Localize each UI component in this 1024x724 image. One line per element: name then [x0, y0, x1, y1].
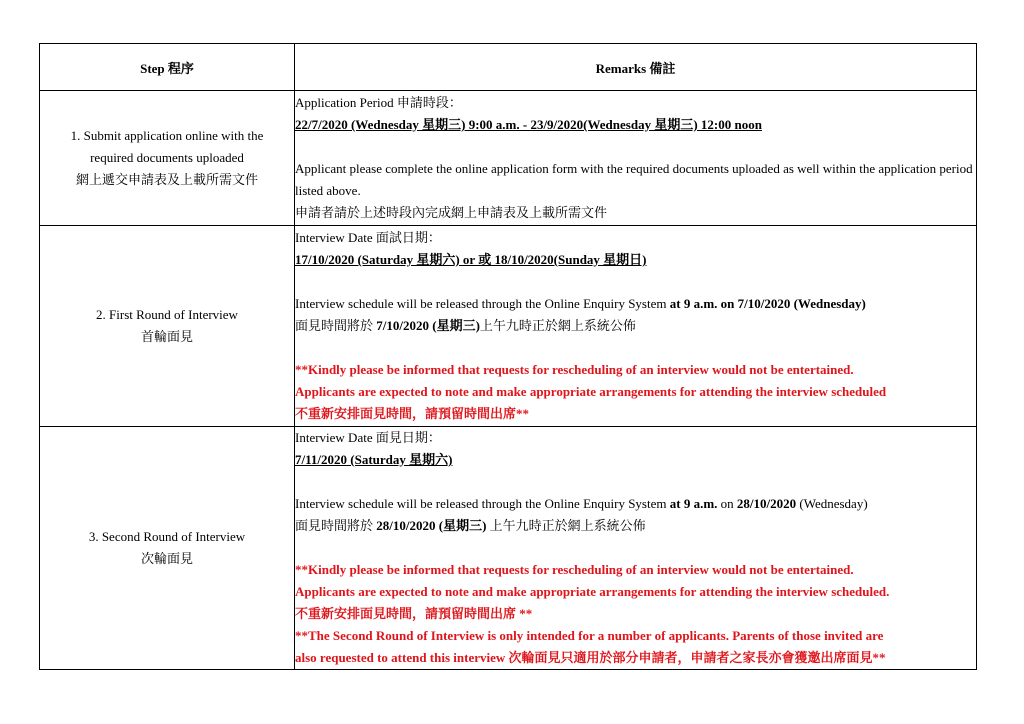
period-value: 22/7/2020 (Wednesday 星期三) 9:00 a.m. - 23/9/2020(Wednesday 星期三) 12:00 noon: [295, 117, 762, 132]
note-en: Applicant please complete the online application form with the required documents uploaded as well within the application period listed above.: [295, 161, 973, 198]
header-step: Step 程序: [40, 44, 295, 91]
step-text: 1. Submit application online with the: [70, 128, 264, 143]
note-zh: 申請者請於上述時段內完成網上申請表及上載所需文件: [295, 205, 608, 220]
schedule-zh: 面見時間將於 28/10/2020 (星期三) 上午九時正於網上系統公佈: [295, 518, 646, 533]
warning-line: **The Second Round of Interview is only intended for a number of applicants. Parents of those invited are: [295, 628, 884, 643]
warning-line: Applicants are expected to note and make appropriate arrangements for attending the interview scheduled: [295, 384, 887, 399]
warning-line: Applicants are expected to note and make appropriate arrangements for attending the interview scheduled.: [295, 584, 890, 599]
step-cell: [40, 226, 295, 427]
date-label: Interview Date 面試日期：: [295, 230, 441, 245]
remarks-cell: [295, 427, 977, 670]
step-cell: [40, 91, 295, 226]
table-row: [40, 226, 977, 427]
remarks-cell: [295, 91, 977, 226]
schedule-zh: 面見時間將於 7/10/2020 (星期三)上午九時正於網上系統公佈: [295, 318, 636, 333]
remarks-cell: [295, 226, 977, 427]
step-text: 網上遞交申請表及上載所需文件: [75, 172, 258, 187]
step-cell: [40, 427, 295, 670]
date-label: Interview Date 面見日期：: [295, 430, 441, 445]
table-row: [40, 91, 977, 226]
step-text: 首輪面見: [140, 329, 193, 344]
warning-line: also requested to attend this interview 次輪面見只適用於部分申請者，申請者之家長亦會獲邀出席面見**: [295, 650, 886, 665]
warning-line: 不重新安排面見時間，請預留時間出席 **: [295, 606, 533, 621]
step-text: 次輪面見: [140, 551, 193, 566]
warning-line: 不重新安排面見時間，請預留時間出席**: [295, 406, 530, 421]
schedule-en: Interview schedule will be released through the Online Enquiry System at 9 a.m. on 7/10/2020 (Wednesday): [295, 296, 866, 311]
procedure-table: [39, 43, 977, 670]
step-text: 2. First Round of Interview: [96, 307, 238, 322]
header-remarks: Remarks 備註: [295, 44, 977, 91]
date-value: 7/11/2020 (Saturday 星期六): [295, 452, 453, 467]
schedule-en: Interview schedule will be released through the Online Enquiry System at 9 a.m. on 28/10/2020 (Wednesday): [295, 496, 868, 511]
date-value: 17/10/2020 (Saturday 星期六) or 或 18/10/2020(Sunday 星期日): [295, 252, 647, 267]
step-text: required documents uploaded: [90, 150, 244, 165]
step-text: 3. Second Round of Interview: [88, 529, 246, 544]
period-label: Application Period 申請時段：: [295, 95, 462, 110]
warning-line: **Kindly please be informed that requests for rescheduling of an interview would not be entertained.: [295, 562, 854, 577]
table-row: [40, 427, 977, 670]
table-header-row: [40, 44, 977, 91]
warning-line: **Kindly please be informed that requests for rescheduling of an interview would not be entertained.: [295, 362, 854, 377]
